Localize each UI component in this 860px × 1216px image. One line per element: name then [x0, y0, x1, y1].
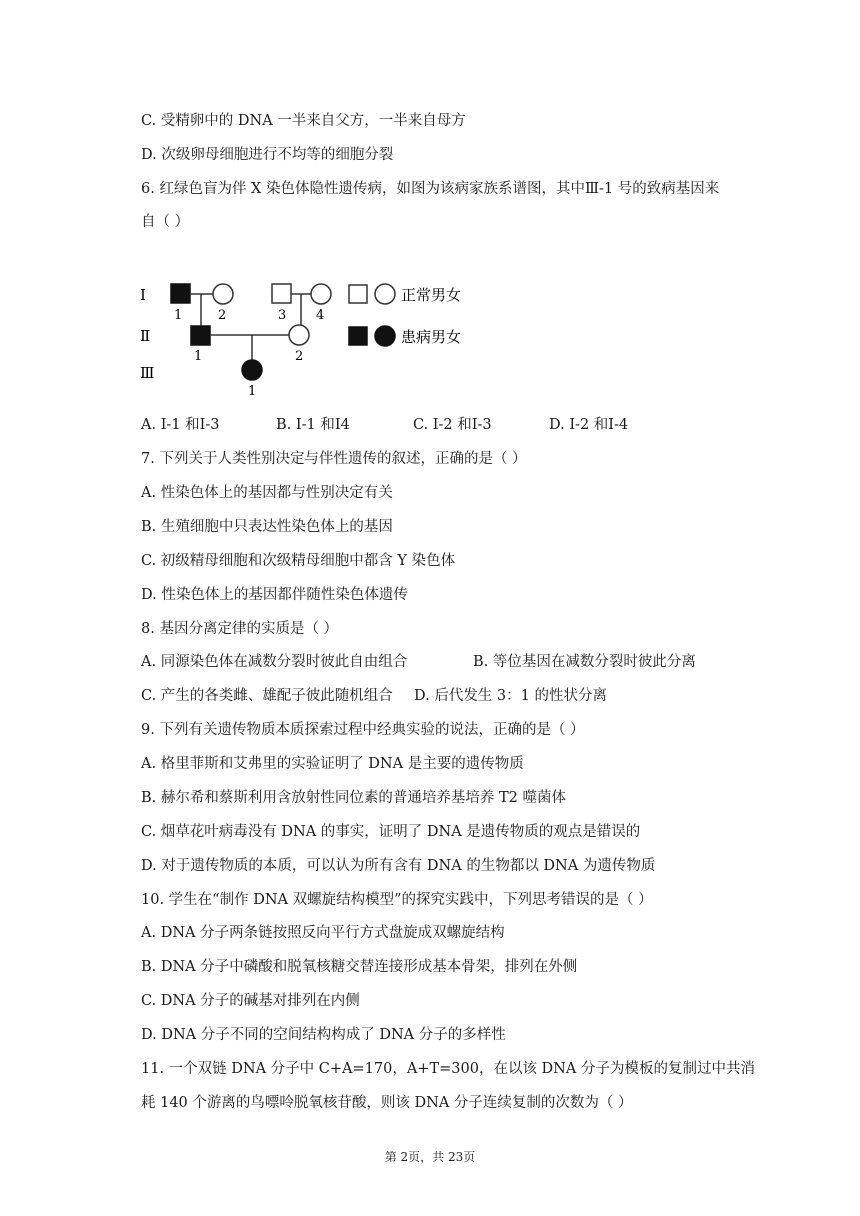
legend-affected-female	[375, 326, 395, 346]
q10-stem: 10. 学生在“制作 DNA 双螺旋结构模型”的探究实践中，下列思考错误的是（ ）	[141, 892, 653, 908]
q9-stem: 9. 下列有关遗传物质本质探索过程中经典实验的说法，正确的是（ ）	[141, 722, 585, 738]
pedigree-female-I4	[311, 284, 331, 304]
q10-option-d: D. DNA 分子不同的空间结构构成了 DNA 分子的多样性	[141, 1027, 506, 1043]
q6-stem-line1: 6. 红绿色盲为伴 X 染色体隐性遗传病，如图为该病家族系谱图，其中Ⅲ-1 号的致病基因来	[141, 181, 720, 197]
label-I1: 1	[174, 308, 183, 323]
label-I3: 3	[278, 308, 287, 323]
label-II1: 1	[194, 349, 203, 364]
q8-option-c: C. 产生的各类雌、雄配子彼此随机组合	[141, 688, 393, 704]
q7-option-c: C. 初级精母细胞和次级精母细胞中都含 Y 染色体	[141, 553, 456, 569]
pedigree-male-II1-affected	[191, 326, 210, 345]
q10-option-a: A. DNA 分子两条链按照反向平行方式盘旋成双螺旋结构	[141, 925, 505, 941]
pedigree-male-I1-affected	[171, 284, 190, 303]
q5-option-c: C. 受精卵中的 DNA 一半来自父方，一半来自母方	[141, 113, 466, 129]
label-I2: 2	[218, 308, 227, 323]
legend-affected-label: 患病男女	[401, 328, 462, 346]
q5-option-d: D. 次级卵母细胞进行不均等的细胞分裂	[141, 147, 394, 163]
generation-label-3: Ⅲ	[140, 364, 155, 382]
pedigree-chart	[140, 272, 480, 402]
q6-option-c: C. Ⅰ-2 和Ⅰ-3	[413, 417, 492, 433]
q8-stem: 8. 基因分离定律的实质是（ ）	[141, 621, 339, 637]
legend-affected-male	[349, 327, 367, 345]
q10-option-c: C. DNA 分子的碱基对排列在内侧	[141, 993, 360, 1009]
legend-normal-male	[349, 285, 367, 303]
generation-label-1: Ⅰ	[140, 286, 146, 304]
pedigree-female-III1-affected	[242, 360, 262, 380]
q9-option-c: C. 烟草花叶病毒没有 DNA 的事实，证明了 DNA 是遗传物质的观点是错误的	[141, 824, 641, 840]
q6-option-d: D. Ⅰ-2 和Ⅰ-4	[549, 417, 629, 433]
q6-option-a: A. Ⅰ-1 和Ⅰ-3	[141, 417, 220, 433]
q9-option-a: A. 格里菲斯和艾弗里的实验证明了 DNA 是主要的遗传物质	[141, 756, 524, 772]
q10-option-b: B. DNA 分子中磷酸和脱氧核糖交替连接形成基本骨架，排列在外侧	[141, 959, 578, 975]
legend-normal-label: 正常男女	[401, 286, 462, 304]
q7-option-d: D. 性染色体上的基因都伴随性染色体遗传	[141, 587, 408, 603]
label-I4: 4	[316, 308, 325, 323]
pedigree-male-I3	[272, 284, 291, 303]
q6-stem-line2: 自（ ）	[141, 214, 190, 230]
q7-option-b: B. 生殖细胞中只表达性染色体上的基因	[141, 519, 393, 535]
generation-label-2: Ⅱ	[140, 327, 151, 345]
legend-normal-female	[375, 284, 395, 304]
label-II2: 2	[295, 349, 304, 364]
q6-option-b: B. Ⅰ-1 和Ⅰ4	[276, 417, 350, 433]
q8-option-a: A. 同源染色体在减数分裂时彼此自由组合	[141, 654, 408, 670]
q9-option-b: B. 赫尔希和蔡斯利用含放射性同位素的普通培养基培养 T2 噬菌体	[141, 790, 566, 806]
q7-stem: 7. 下列关于人类性别决定与伴性遗传的叙述，正确的是（ ）	[141, 451, 527, 467]
label-III1: 1	[248, 384, 257, 399]
page-footer: 第 2页，共 23页	[384, 1150, 476, 1164]
pedigree-female-II2	[289, 325, 309, 345]
q8-option-b: B. 等位基因在减数分裂时彼此分离	[473, 654, 696, 670]
pedigree-female-I2	[213, 284, 233, 304]
q11-stem-line2: 耗 140 个游离的鸟嘌呤脱氧核苷酸，则该 DNA 分子连续复制的次数为（ ）	[141, 1095, 633, 1111]
q8-option-d: D. 后代发生 3：1 的性状分离	[414, 688, 607, 704]
q7-option-a: A. 性染色体上的基因都与性别决定有关	[141, 485, 393, 501]
q11-stem-line1: 11. 一个双链 DNA 分子中 C+A=170，A+T=300，在以该 DNA 分子为模板的复制过中共消	[141, 1061, 755, 1077]
q9-option-d: D. 对于遗传物质的本质，可以认为所有含有 DNA 的生物都以 DNA 为遗传物质	[141, 858, 656, 874]
